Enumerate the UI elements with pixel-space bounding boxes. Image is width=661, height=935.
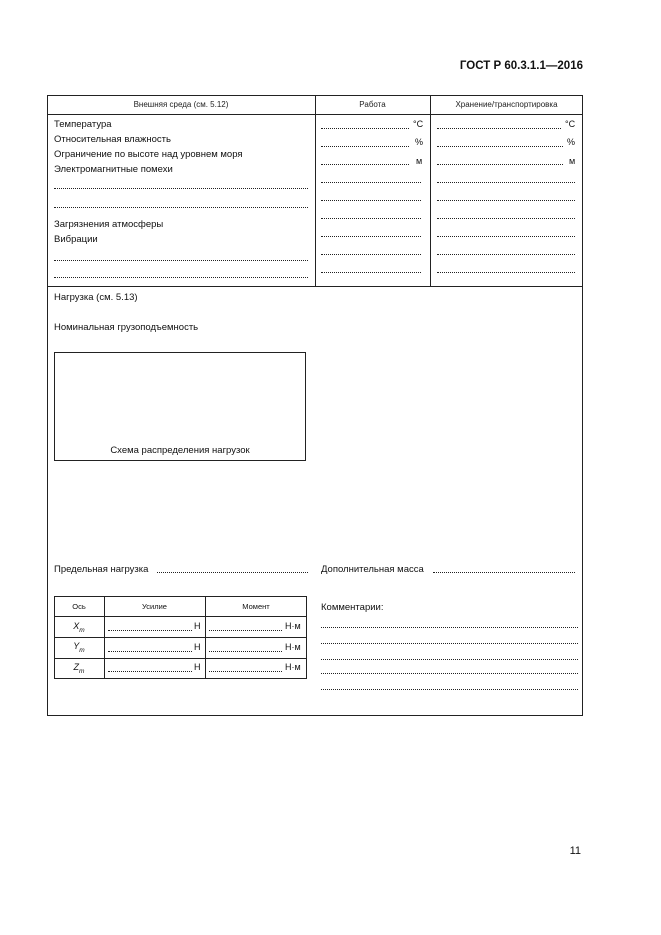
work-temperature-unit: °C <box>413 119 424 129</box>
axes-row-divider-1 <box>54 637 307 638</box>
comments-line-4[interactable] <box>321 673 578 674</box>
storage-temperature-unit: °C <box>565 119 576 129</box>
force-x-unit: Н <box>194 621 201 631</box>
work-line-6[interactable] <box>321 218 421 219</box>
document-title: ГОСТ Р 60.3.1.1—2016 <box>459 60 583 72</box>
comments-label: Комментарии: <box>321 602 384 613</box>
storage-line-9[interactable] <box>437 272 575 273</box>
force-y-unit: Н <box>194 642 201 652</box>
emi-line-1[interactable] <box>54 188 308 189</box>
axes-header-moment: Момент <box>242 602 270 611</box>
axis-y-label: $Y_m$ <box>73 641 85 654</box>
work-temperature-field[interactable] <box>321 128 409 129</box>
moment-y-unit: Н·м <box>285 642 301 652</box>
header-storage: Хранение/транспортировка <box>455 100 558 109</box>
moment-z-field[interactable] <box>209 671 282 672</box>
axes-header-axis: Ось <box>72 602 86 611</box>
vibration-line-1[interactable] <box>54 260 308 261</box>
axis-z-label: $Z_m$ <box>73 662 85 675</box>
label-emi: Электромагнитные помехи <box>54 164 173 175</box>
comments-line-1[interactable] <box>321 627 578 628</box>
section-divider <box>47 286 583 287</box>
work-altitude-field[interactable] <box>321 164 409 165</box>
label-vibration: Вибрации <box>54 234 98 245</box>
force-y-field[interactable] <box>108 651 192 652</box>
limit-load-field[interactable] <box>157 572 308 573</box>
label-temperature: Температура <box>54 119 112 130</box>
axes-row-divider-2 <box>54 658 307 659</box>
load-heading: Нагрузка (см. 5.13) <box>54 292 138 303</box>
rated-capacity-label: Номинальная грузоподъемность <box>54 322 199 333</box>
storage-altitude-field[interactable] <box>437 164 563 165</box>
comments-line-5[interactable] <box>321 689 578 690</box>
storage-line-7[interactable] <box>437 236 575 237</box>
storage-altitude-unit: м <box>569 156 576 166</box>
moment-x-unit: Н·м <box>285 621 301 631</box>
page-number: 11 <box>569 845 581 857</box>
storage-humidity-field[interactable] <box>437 146 563 147</box>
moment-y-field[interactable] <box>209 651 282 652</box>
work-line-9[interactable] <box>321 272 421 273</box>
work-line-5[interactable] <box>321 200 421 201</box>
header-work: Работа <box>359 100 386 109</box>
load-scheme-caption: Схема распределения нагрузок <box>110 445 250 456</box>
header-environment: Внешняя среда (см. 5.12) <box>133 100 229 109</box>
label-pollution: Загрязнения атмосферы <box>54 219 164 230</box>
emi-line-2[interactable] <box>54 207 308 208</box>
comments-line-2[interactable] <box>321 643 578 644</box>
comments-line-3[interactable] <box>321 659 578 660</box>
storage-line-8[interactable] <box>437 254 575 255</box>
label-altitude: Ограничение по высоте над уровнем моря <box>54 149 243 160</box>
moment-z-unit: Н·м <box>285 662 301 672</box>
work-humidity-field[interactable] <box>321 146 409 147</box>
work-altitude-unit: м <box>416 156 423 166</box>
storage-temperature-field[interactable] <box>437 128 561 129</box>
work-line-4[interactable] <box>321 182 421 183</box>
extra-mass-field[interactable] <box>433 572 575 573</box>
axis-x-label: $X_m$ <box>73 621 85 634</box>
storage-line-6[interactable] <box>437 218 575 219</box>
label-humidity: Относительная влажность <box>54 134 171 145</box>
extra-mass-label: Дополнительная масса <box>321 564 424 575</box>
force-z-field[interactable] <box>108 671 192 672</box>
work-humidity-unit: % <box>415 137 424 147</box>
column-divider-work <box>315 95 316 286</box>
storage-humidity-unit: % <box>567 137 576 147</box>
work-line-8[interactable] <box>321 254 421 255</box>
vibration-line-2[interactable] <box>54 277 308 278</box>
storage-line-5[interactable] <box>437 200 575 201</box>
storage-line-4[interactable] <box>437 182 575 183</box>
force-x-field[interactable] <box>108 630 192 631</box>
axes-header-divider <box>54 616 307 617</box>
column-divider-storage <box>430 95 431 286</box>
axes-header-force: Усилие <box>142 602 167 611</box>
force-z-unit: Н <box>194 662 201 672</box>
work-line-7[interactable] <box>321 236 421 237</box>
moment-x-field[interactable] <box>209 630 282 631</box>
limit-load-label: Предельная нагрузка <box>54 564 149 575</box>
